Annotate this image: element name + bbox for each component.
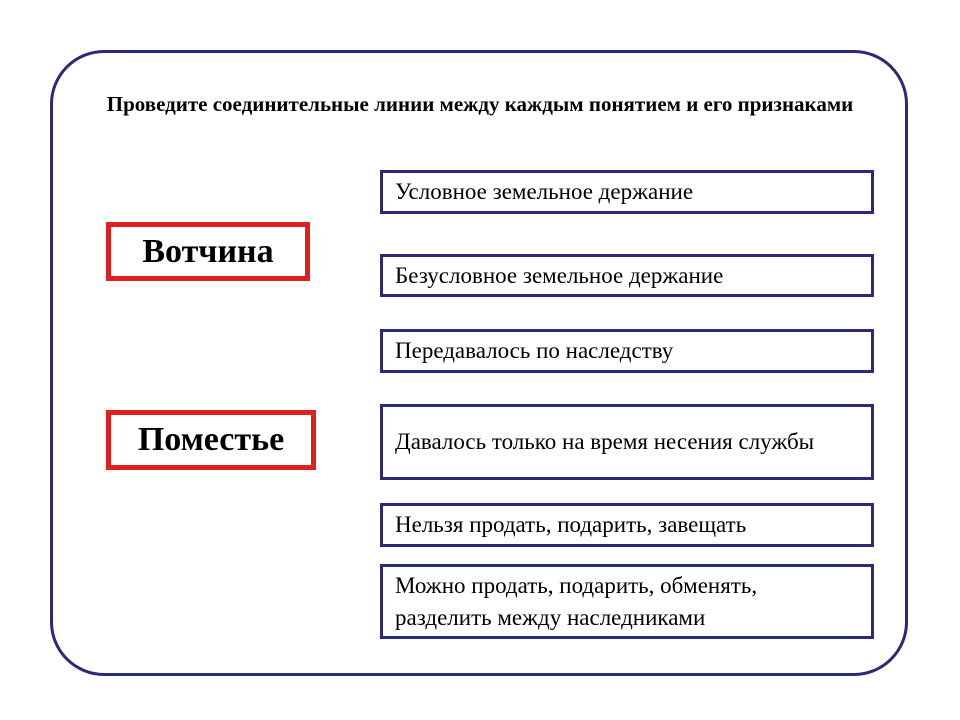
concept-label: Вотчина — [142, 232, 274, 270]
task-title: Проведите соединительные линии между каждым понятием и его признаками — [106, 92, 854, 116]
feature-box[interactable] — [380, 329, 874, 373]
feature-box[interactable] — [380, 564, 874, 639]
concept-box-votchina[interactable] — [106, 222, 310, 281]
feature-label: Нельзя продать, подарить, завещать — [395, 512, 747, 537]
feature-box[interactable] — [380, 404, 874, 480]
feature-label: Можно продать, подарить, обменять, разделить между наследниками — [395, 572, 758, 630]
feature-box[interactable] — [380, 254, 874, 297]
feature-label: Безусловное земельное держание — [395, 262, 724, 288]
feature-label: Давалось только на время несения службы — [395, 429, 815, 454]
feature-label: Условное земельное держание — [395, 179, 694, 204]
feature-box[interactable] — [380, 170, 874, 214]
feature-box[interactable] — [380, 503, 874, 547]
concept-label: Поместье — [137, 421, 285, 458]
feature-label: Передавалось по наследству — [395, 338, 674, 363]
concept-box-pomestie[interactable] — [106, 410, 316, 470]
